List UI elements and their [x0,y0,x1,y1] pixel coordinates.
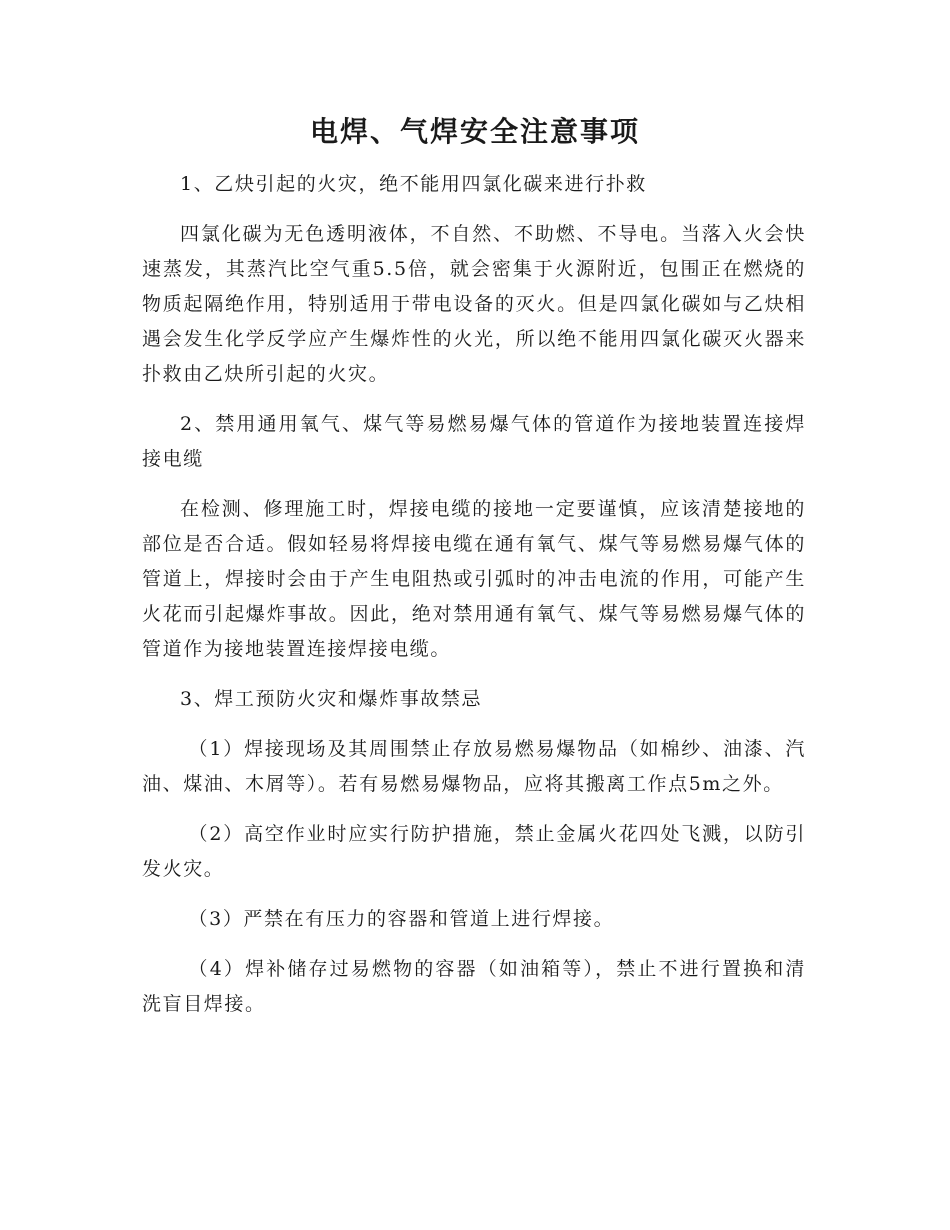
section-2-body: 在检测、修理施工时，焊接电缆的接地一定要谨慎，应该清楚接地的部位是否合适。假如轻易将焊接电缆在通有氧气、煤气等易燃易爆气体的管道上，焊接时会由于产生电阻热或引弧时的冲击电流的作用，可能产生火花而引起爆炸事故。因此，绝对禁用通有氧气、煤气等易燃易爆气体的管道作为接地装置连接焊接电缆。 [142,498,806,660]
section-3-item-1: （1）焊接现场及其周围禁止存放易燃易爆物品（如棉纱、油漆、汽油、煤油、木屑等）。若有易燃易爆物品，应将其搬离工作点5m之外。 [142,738,806,795]
section-1-body: 四氯化碳为无色透明液体，不自然、不助燃、不导电。当落入火会快速蒸发，其蒸汽比空气重5.5倍，就会密集于火源附近，包围正在燃烧的物质起隔绝作用，特别适用于带电设备的灭火。但是四氯化碳如与乙炔相遇会发生化学反学应产生爆炸性的火光，所以绝不能用四氯化碳灭火器来扑救由乙炔所引起的火灾。 [142,223,806,385]
document-content [142,167,806,1022]
section-3-item-2: （2）高空作业时应实行防护措施，禁止金属火花四处飞溅，以防引发火灾。 [142,823,806,880]
section-3-item-4: （4）焊补储存过易燃物的容器（如油箱等），禁止不进行置换和清洗盲目焊接。 [142,958,806,1015]
section-3-item-3: （3）严禁在有压力的容器和管道上进行焊接。 [188,908,615,930]
section-2-heading: 2、禁用通用氧气、煤气等易燃易爆气体的管道作为接地装置连接焊接电缆 [142,413,806,470]
section-1-heading: 1、乙炔引起的火灾，绝不能用四氯化碳来进行扑救 [180,173,647,195]
document-title: 电焊、气焊安全注意事项 [309,115,640,148]
section-3-heading: 3、焊工预防火灾和爆炸事故禁忌 [180,688,483,710]
